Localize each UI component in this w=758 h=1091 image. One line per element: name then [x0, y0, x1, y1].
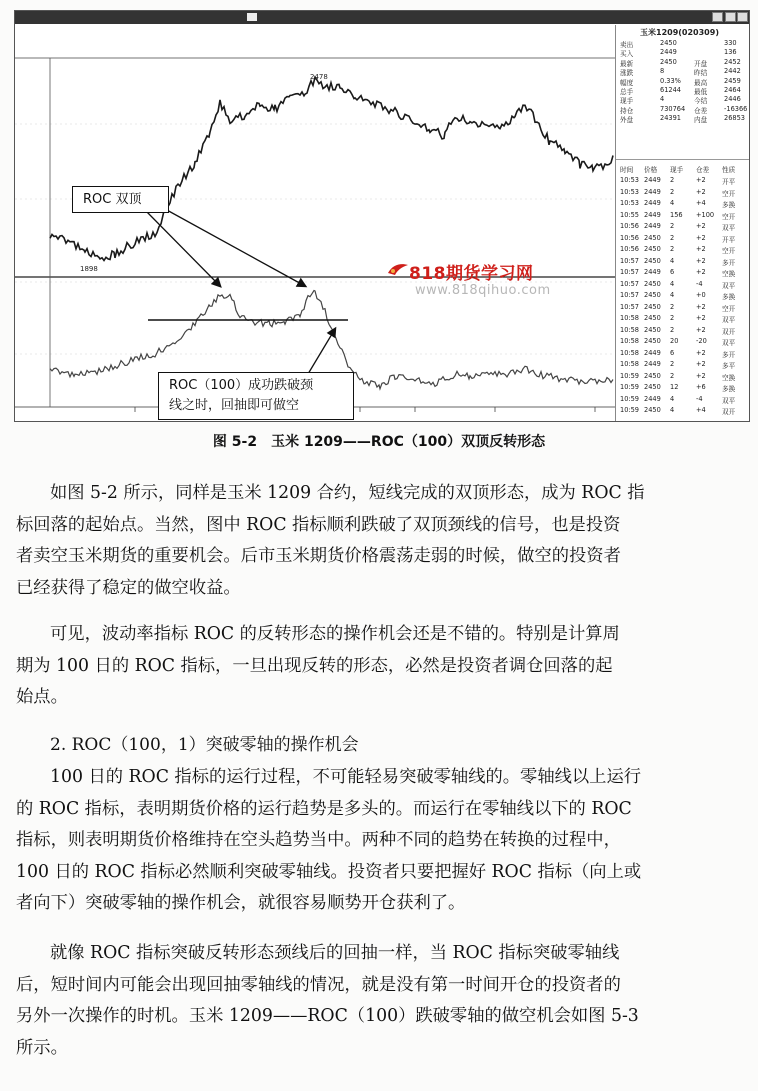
tick-cell: +2: [696, 176, 706, 184]
price-curve: [50, 77, 613, 260]
tick-row: [620, 395, 748, 405]
quote-panel: [615, 25, 750, 422]
tick-cell: +2: [696, 314, 706, 322]
tick-cell: 156: [670, 210, 683, 219]
window-title-bar: [15, 11, 749, 24]
watermark-logo-icon: [387, 262, 409, 276]
tick-cell: 2: [670, 371, 675, 380]
quote-label: 买入: [620, 50, 634, 59]
tick-cell: 10:56: [620, 222, 640, 230]
quote-value: 0.33%: [660, 76, 681, 85]
quote-row: [620, 77, 748, 86]
tick-cell: 10:55: [620, 210, 640, 219]
tick-cell: 10:56: [620, 233, 640, 242]
quote-row: [620, 58, 748, 67]
quote-right-label: 最高: [694, 78, 708, 87]
tick-cell: 12: [670, 383, 679, 391]
quote-right-label: 仓差: [694, 106, 708, 115]
tick-cell: 2450: [644, 256, 661, 265]
tick-cell: 2450: [644, 406, 661, 414]
arrow-to-second-top: [145, 198, 305, 286]
quote-row: [620, 39, 748, 48]
paragraph-1: [16, 478, 751, 604]
minimize-button[interactable]: [712, 12, 723, 22]
tick-row: [620, 176, 748, 186]
arrow-to-first-top: [145, 210, 220, 286]
tick-cell: 2449: [644, 222, 661, 230]
tick-cell: +0: [696, 291, 706, 299]
tick-cell: 2449: [644, 268, 661, 276]
tick-cell: 开平: [722, 235, 736, 244]
tick-cell: +2: [696, 187, 706, 196]
tick-cell: 2450: [644, 233, 661, 242]
tick-cell: 双平: [722, 316, 736, 324]
p2-line-3: 始点。: [16, 687, 68, 707]
tick-header-cell: 现手: [670, 166, 684, 174]
p3-line-5: 者向下）突破零轴的操作机会，就很容易顺势开仓获利了。: [16, 893, 466, 913]
quote-row: [620, 105, 748, 114]
tick-cell: 10:58: [620, 314, 640, 322]
quote-right-value: -16366: [724, 104, 748, 113]
tick-cell: 2: [670, 222, 675, 230]
quote-value: 2450: [660, 39, 677, 47]
quote-right-value: 2446: [724, 95, 741, 104]
tick-cell: 2450: [644, 245, 661, 253]
tick-row: [620, 349, 748, 359]
window-center-marker: [247, 13, 257, 21]
tick-cell: +100: [696, 210, 715, 219]
tick-cell: 4: [670, 256, 675, 265]
tick-cell: 2: [670, 325, 675, 334]
tick-cell: 10:58: [620, 348, 640, 357]
tick-cell: 开平: [722, 178, 736, 186]
tick-cell: 双平: [722, 339, 736, 347]
callout-line-2: 线之时，回抽即可做空: [169, 398, 300, 413]
tick-cell: 4: [670, 406, 675, 414]
tick-cell: 多换: [722, 201, 736, 209]
tick-row: [620, 188, 748, 198]
p1-line-1: 如图 5-2 所示，同样是玉米 1209 合约，短线完成的双顶形态，成为 ROC 指: [50, 483, 645, 503]
tick-cell: 2: [670, 233, 675, 242]
p2-line-2: 期为 100 日的 ROC 指标，一旦出现反转的形态，必然是投资者调仓回落的起: [16, 655, 613, 676]
tick-row: [620, 360, 748, 370]
maximize-button[interactable]: [725, 12, 736, 22]
p1-line-2: 标回落的起始点。当然，图中 ROC 指标顺利跌破了双顶颈线的信号，也是投资: [16, 514, 621, 535]
tick-cell: 空换: [722, 270, 736, 278]
tick-cell: -4: [696, 279, 703, 288]
tick-cell: 10:53: [620, 199, 640, 207]
p3-line-2: 的 ROC 指标，表明期货价格的运行趋势是多头的。而运行在零轴线以下的 ROC: [16, 798, 632, 819]
tick-cell: 空换: [722, 373, 736, 382]
tick-cell: +2: [696, 245, 706, 253]
tick-cell: 2449: [644, 394, 661, 403]
tick-cell: +4: [696, 406, 706, 414]
tick-cell: 2450: [644, 325, 661, 334]
tick-cell: 10:59: [620, 383, 640, 391]
paragraph-2: [16, 619, 751, 714]
tick-header-cell: 仓差: [696, 166, 710, 174]
tick-header-cell: 性质: [722, 166, 736, 174]
tick-cell: 双平: [722, 281, 736, 290]
p4-line-2: 后，短时间内可能会出现回抽零轴线的情况，就是没有第一时间开仓的投资者的: [16, 974, 621, 995]
tick-cell: 2449: [644, 187, 661, 196]
quote-right-value: 26853: [724, 114, 745, 123]
tick-cell: 双开: [722, 327, 736, 336]
quote-title: 玉米1209(020309): [640, 28, 719, 37]
tick-cell: 2: [670, 360, 675, 368]
tick-row: [620, 406, 748, 416]
tick-cell: 10:57: [620, 302, 640, 311]
callout-line-1: ROC（100）成功跌破颈: [169, 378, 314, 393]
price-low-label: 1898: [80, 265, 98, 273]
tick-cell: +2: [696, 233, 706, 242]
quote-row: [620, 67, 748, 76]
quote-right-label: 最低: [694, 88, 708, 96]
quote-label: 总手: [620, 88, 634, 96]
quote-right-value: 330: [724, 39, 737, 47]
p2-line-1: 可见，波动率指标 ROC 的反转形态的操作机会还是不错的。特别是计算周: [50, 624, 620, 644]
tick-cell: 10:58: [620, 337, 640, 345]
p3-line-4: 100 日的 ROC 指标必然顺利突破零轴线。投资者只要把握好 ROC 指标（向上或: [16, 861, 642, 882]
tick-row: [620, 372, 748, 382]
tick-row: [620, 245, 748, 255]
tick-cell: 2450: [644, 302, 661, 311]
tick-cell: +2: [696, 302, 706, 311]
p3-line-3: 指标，则表明期货价格维持在空头趋势当中。两种不同的趋势在转换的过程中，: [16, 830, 621, 850]
figure-caption: 图 5-2 玉米 1209——ROC（100）双顶反转形态: [212, 434, 546, 450]
quote-row: [620, 86, 748, 95]
tick-row: [620, 314, 748, 324]
quote-label: 现手: [620, 97, 634, 106]
quote-right-label: 今结: [694, 97, 708, 106]
callout-double-top: [72, 186, 169, 213]
quote-right-value: 2464: [724, 86, 741, 94]
tick-header-cell: 价格: [644, 166, 658, 174]
tick-cell: 多开: [722, 258, 736, 267]
tick-row: [620, 303, 748, 313]
tick-row: [620, 268, 748, 278]
quote-value: 730764: [660, 104, 686, 113]
tick-cell: 空开: [722, 304, 736, 313]
quote-value: 2449: [660, 48, 677, 57]
close-button[interactable]: [737, 12, 748, 22]
tick-cell: 2450: [644, 383, 661, 391]
tick-cell: 10:57: [620, 256, 640, 265]
p1-line-3: 者卖空玉米期货的重要机会。后市玉米期货价格震荡走弱的时候，做空的投资者: [16, 546, 621, 566]
tick-cell: 20: [670, 337, 679, 345]
tick-row: [620, 337, 748, 347]
tick-cell: 2450: [644, 337, 661, 345]
callout-neckline-break: [158, 372, 354, 420]
quote-row: [620, 95, 748, 104]
quote-row: [620, 114, 748, 123]
quote-right-value: 2459: [724, 76, 741, 85]
tick-cell: -20: [696, 337, 707, 345]
quote-value: 24391: [660, 114, 681, 123]
tick-cell: 2449: [644, 176, 661, 184]
p4-line-1: 就像 ROC 指标突破反转形态颈线后的回抽一样，当 ROC 指标突破零轴线: [50, 943, 620, 963]
tick-cell: 2449: [644, 199, 661, 207]
quote-label: 幅度: [620, 78, 634, 87]
tick-cell: 2450: [644, 291, 661, 299]
quote-label: 卖出: [620, 41, 634, 49]
tick-cell: 4: [670, 279, 675, 288]
tick-cell: +2: [696, 371, 706, 380]
tick-cell: 4: [670, 394, 675, 403]
quote-label: 持仓: [620, 106, 634, 115]
tick-row: [620, 383, 748, 393]
quote-right-label: 开盘: [694, 59, 708, 68]
quote-right-value: 2442: [724, 67, 741, 76]
tick-cell: 2: [670, 314, 675, 322]
tick-header-cell: 时间: [620, 166, 634, 174]
tick-cell: 2: [670, 187, 675, 196]
tick-cell: 10:53: [620, 176, 640, 184]
tick-row: [620, 280, 748, 290]
tick-cell: 4: [670, 291, 675, 299]
tick-cell: -4: [696, 394, 703, 403]
tick-row: [620, 326, 748, 336]
paragraph-3: [16, 762, 751, 920]
tick-cell: 2449: [644, 210, 661, 219]
figure-chart: [14, 10, 750, 422]
tick-cell: 10:59: [620, 406, 640, 414]
tick-cell: 10:53: [620, 187, 640, 196]
tick-row: [620, 211, 748, 221]
tick-cell: 10:57: [620, 268, 640, 276]
quote-right-label: 昨结: [694, 69, 708, 78]
tick-cell: 空开: [722, 189, 736, 198]
tick-row: [620, 222, 748, 232]
tick-cell: 2449: [644, 348, 661, 357]
p3-line-1: 100 日的 ROC 指标的运行过程，不可能轻易突破零轴线的。零轴线以上运行: [50, 767, 642, 787]
tick-cell: 6: [670, 268, 675, 276]
tick-cell: 2: [670, 176, 675, 184]
paragraph-4: [16, 938, 751, 1064]
tick-cell: 10:58: [620, 325, 640, 334]
tick-cell: 空开: [722, 247, 736, 255]
tick-row: [620, 234, 748, 244]
tick-cell: 6: [670, 348, 675, 357]
tick-row: [620, 199, 748, 209]
quote-label: 涨跌: [620, 69, 634, 78]
quote-label: 最新: [620, 59, 634, 68]
p4-line-4: 所示。: [16, 1037, 68, 1058]
tick-cell: +2: [696, 325, 706, 334]
p1-line-4: 已经获得了稳定的做空收益。: [16, 577, 241, 598]
tick-row: [620, 257, 748, 267]
tick-row: [620, 291, 748, 301]
tick-header: [620, 164, 748, 174]
price-and-roc-chart: [15, 24, 615, 422]
tick-cell: 10:58: [620, 360, 640, 368]
tick-cell: 双平: [722, 396, 736, 405]
quote-value: 61244: [660, 86, 681, 94]
quote-label: 外盘: [620, 116, 634, 125]
tick-cell: 2450: [644, 371, 661, 380]
tick-cell: +4: [696, 199, 706, 207]
quote-row: [620, 48, 748, 57]
quote-value: 8: [660, 67, 665, 76]
section-heading: 2. ROC（100，1）突破零轴的操作机会: [50, 735, 359, 755]
tick-cell: +2: [696, 256, 706, 265]
tick-cell: 双开: [722, 408, 736, 416]
tick-cell: +2: [696, 268, 706, 276]
tick-cell: 多平: [722, 362, 736, 370]
tick-cell: +2: [696, 348, 706, 357]
tick-cell: 2449: [644, 360, 661, 368]
tick-cell: 10:56: [620, 245, 640, 253]
tick-cell: 多换: [722, 293, 736, 301]
watermark-brand: 818期货学习网: [409, 264, 534, 284]
tick-cell: 多开: [722, 350, 736, 359]
tick-cell: 10:59: [620, 394, 640, 403]
tick-cell: +6: [696, 383, 706, 391]
quote-right-value: 2452: [724, 57, 741, 66]
tick-cell: 4: [670, 199, 675, 207]
tick-cell: 双平: [722, 224, 736, 232]
tick-cell: 10:59: [620, 371, 640, 380]
watermark: [387, 259, 587, 303]
tick-cell: 多换: [722, 385, 736, 393]
tick-cell: +2: [696, 360, 706, 368]
tick-cell: 空开: [722, 212, 736, 221]
tick-cell: 2450: [644, 314, 661, 322]
quote-value: 2450: [660, 57, 677, 66]
callout-double-top-text: ROC 双顶: [83, 192, 142, 207]
tick-cell: 2: [670, 302, 675, 311]
tick-cell: 10:57: [620, 291, 640, 299]
tick-cell: +2: [696, 222, 706, 230]
quote-value: 4: [660, 95, 665, 104]
watermark-url: www.818qihuo.com: [415, 283, 551, 298]
price-high-label: 2478: [310, 73, 328, 81]
tick-cell: 10:57: [620, 279, 640, 288]
quote-right-label: 内盘: [694, 116, 708, 125]
p4-line-3: 另外一次操作的时机。玉米 1209——ROC（100）跌破零轴的做空机会如图 5-3: [16, 1006, 639, 1026]
tick-cell: 2: [670, 245, 675, 253]
quote-right-value: 136: [724, 48, 737, 57]
tick-cell: 2450: [644, 279, 661, 288]
